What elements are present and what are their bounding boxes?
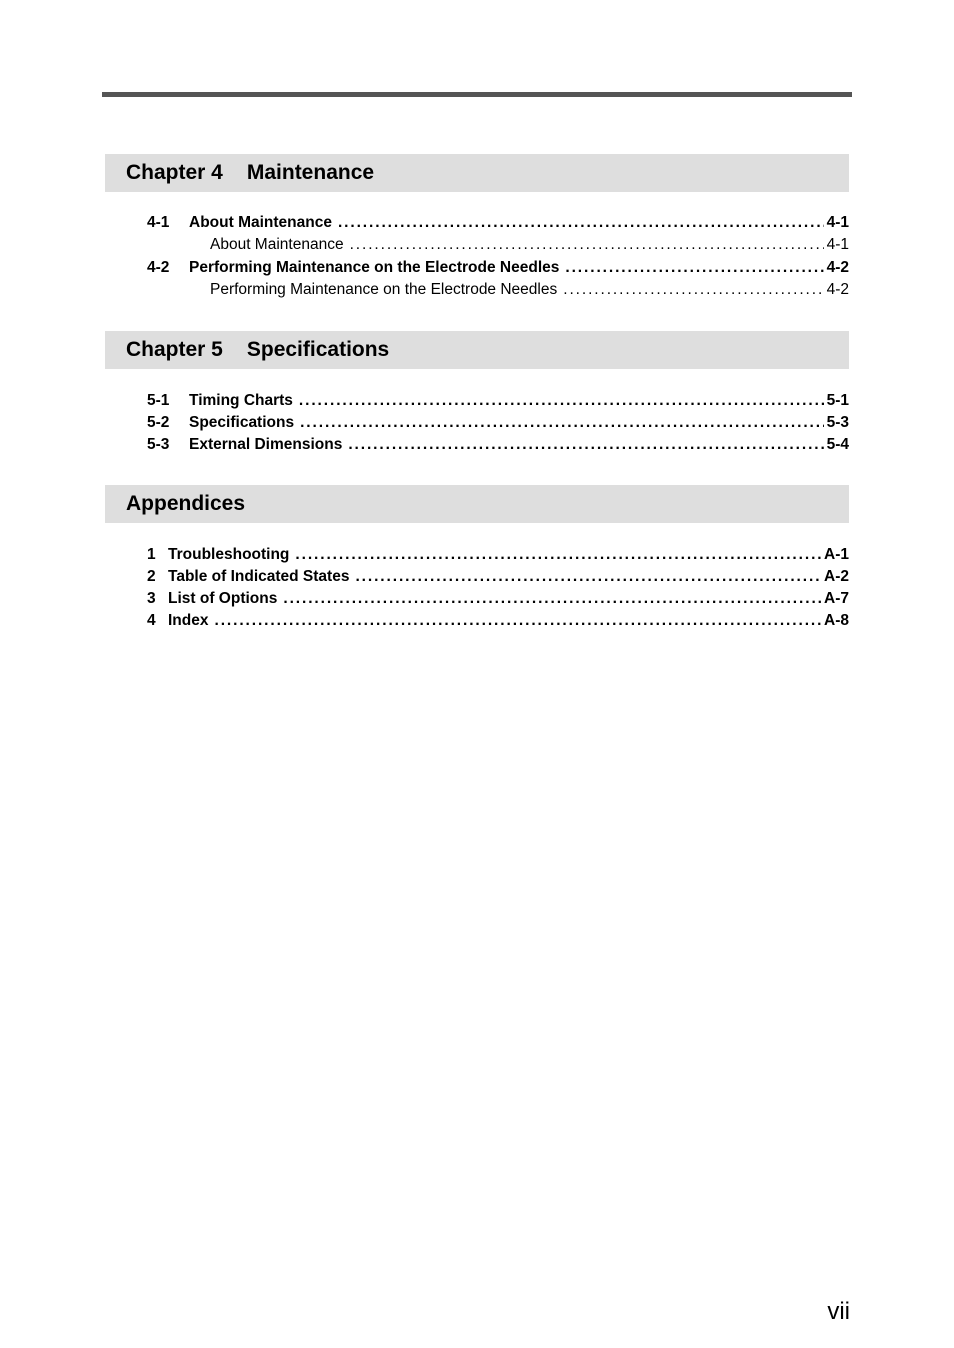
chapter-label: Chapter 5 <box>126 338 223 361</box>
toc-section-chapter-5 <box>105 331 849 456</box>
entry-title: About Maintenance <box>189 214 332 231</box>
toc-subentry[interactable] <box>105 234 849 256</box>
toc-entry[interactable] <box>105 434 849 456</box>
toc-section-chapter-4 <box>105 154 849 301</box>
dot-leader <box>348 434 823 456</box>
chapter-heading <box>105 485 849 523</box>
dot-leader <box>283 588 821 610</box>
toc-entry[interactable] <box>105 390 849 412</box>
entry-page: A-8 <box>824 612 849 629</box>
entry-page: 4-2 <box>826 259 849 276</box>
entry-number: 5-3 <box>147 436 170 453</box>
header-rule <box>102 92 852 97</box>
chapter-label: Appendices <box>126 492 246 515</box>
entry-title: External Dimensions <box>189 436 343 453</box>
entry-title: Timing Charts <box>189 392 293 409</box>
chapter-label: Chapter 4 <box>126 161 223 184</box>
entry-page: 4-2 <box>826 281 849 298</box>
dot-leader <box>563 279 823 301</box>
entry-number: 4 <box>147 612 156 629</box>
dot-leader <box>338 212 824 234</box>
entry-title: Specifications <box>189 414 295 431</box>
entry-page: 5-1 <box>826 392 849 409</box>
toc-subentry[interactable] <box>105 279 849 301</box>
entry-page: A-1 <box>824 546 849 563</box>
entry-title: Performing Maintenance on the Electrode Needles <box>189 259 560 276</box>
dot-leader <box>300 412 824 434</box>
entry-number: 3 <box>147 590 156 607</box>
chapter-title: Maintenance <box>246 161 375 184</box>
chapter-heading <box>105 331 849 369</box>
toc-entry[interactable] <box>105 588 849 610</box>
entry-title: Troubleshooting <box>168 546 290 563</box>
toc-section-appendices <box>105 485 849 632</box>
entry-number: 5-2 <box>147 414 170 431</box>
entry-page: A-7 <box>824 590 849 607</box>
dot-leader <box>214 610 821 632</box>
entry-number: 2 <box>147 568 156 585</box>
entry-number: 5-1 <box>147 392 170 409</box>
toc-entry[interactable] <box>105 257 849 279</box>
entry-title: Table of Indicated States <box>168 568 350 585</box>
entry-page: A-2 <box>824 568 849 585</box>
toc-entry[interactable] <box>105 412 849 434</box>
dot-leader <box>299 390 824 412</box>
entry-page: 4-1 <box>826 214 849 231</box>
toc-entry[interactable] <box>105 566 849 588</box>
page-number: vii <box>827 1298 850 1325</box>
entry-page: 4-1 <box>826 236 849 253</box>
entry-title: Performing Maintenance on the Electrode Needles <box>210 281 558 298</box>
entry-number: 4-2 <box>147 259 170 276</box>
toc-entry[interactable] <box>105 610 849 632</box>
entry-number: 4-1 <box>147 214 170 231</box>
dot-leader <box>350 234 824 256</box>
dot-leader <box>565 257 823 279</box>
entry-number: 1 <box>147 546 156 563</box>
entry-page: 5-4 <box>826 436 849 453</box>
entry-title: Index <box>168 612 209 629</box>
entry-page: 5-3 <box>826 414 849 431</box>
dot-leader <box>355 566 821 588</box>
entry-title: About Maintenance <box>210 236 344 253</box>
toc-entry[interactable] <box>105 544 849 566</box>
dot-leader <box>295 544 821 566</box>
toc-entry[interactable] <box>105 212 849 234</box>
chapter-title: Specifications <box>246 338 390 361</box>
entry-title: List of Options <box>168 590 278 607</box>
chapter-heading <box>105 154 849 192</box>
